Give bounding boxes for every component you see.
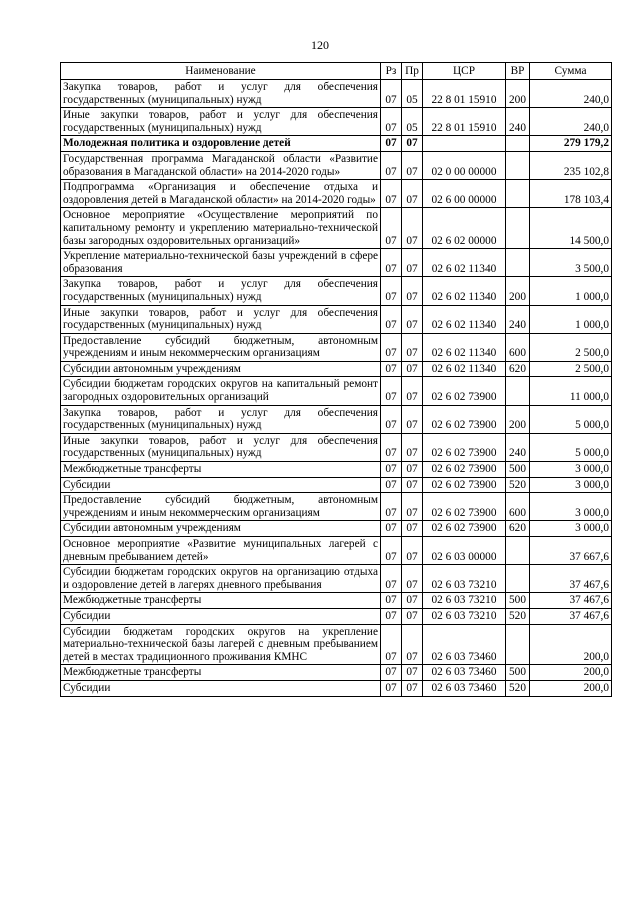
cell-rz: 07 <box>381 477 402 493</box>
cell-vr <box>506 151 530 179</box>
cell-name: Укрепление материально-технической базы учреждений в сфере образования <box>61 249 381 277</box>
table-row <box>61 405 612 433</box>
table-row <box>61 593 612 609</box>
cell-pr: 07 <box>402 333 423 361</box>
cell-name: Субсидии бюджетам городских округов на капитальный ремонт загородных оздоровительных организаций <box>61 377 381 405</box>
cell-rz: 07 <box>381 277 402 305</box>
cell-csr: 02 6 03 73210 <box>423 608 506 624</box>
cell-rz: 07 <box>381 249 402 277</box>
cell-pr: 07 <box>402 361 423 377</box>
cell-sum: 5 000,0 <box>530 433 612 461</box>
cell-vr <box>506 136 530 152</box>
cell-csr: 02 6 02 73900 <box>423 405 506 433</box>
cell-csr: 02 6 00 00000 <box>423 180 506 208</box>
cell-name: Закупка товаров, работ и услуг для обеспечения государственных (муниципальных) нужд <box>61 277 381 305</box>
cell-name: Межбюджетные трансферты <box>61 462 381 478</box>
cell-vr: 620 <box>506 521 530 537</box>
cell-pr: 07 <box>402 477 423 493</box>
cell-sum: 178 103,4 <box>530 180 612 208</box>
table-row <box>61 277 612 305</box>
cell-name: Основное мероприятие «Осуществление мероприятий по капитальному ремонту и укреплению материально-технической базы загородных оздоровительных организаций» <box>61 208 381 249</box>
cell-sum: 14 500,0 <box>530 208 612 249</box>
cell-vr: 500 <box>506 665 530 681</box>
cell-name: Подпрограмма «Организация и обеспечение отдыха и оздоровления детей в Магаданской области» на 2014-2020 годы» <box>61 180 381 208</box>
cell-sum: 200,0 <box>530 680 612 696</box>
cell-pr: 07 <box>402 493 423 521</box>
cell-pr: 07 <box>402 680 423 696</box>
cell-name: Субсидии <box>61 608 381 624</box>
table-row <box>61 108 612 136</box>
cell-sum: 3 000,0 <box>530 493 612 521</box>
cell-sum: 3 000,0 <box>530 477 612 493</box>
cell-pr: 05 <box>402 108 423 136</box>
cell-pr: 07 <box>402 521 423 537</box>
cell-rz: 07 <box>381 361 402 377</box>
cell-csr: 02 6 02 73900 <box>423 493 506 521</box>
cell-rz: 07 <box>381 665 402 681</box>
cell-sum: 37 667,6 <box>530 537 612 565</box>
cell-pr: 07 <box>402 180 423 208</box>
cell-name: Субсидии автономным учреждениям <box>61 361 381 377</box>
cell-name: Закупка товаров, работ и услуг для обеспечения государственных (муниципальных) нужд <box>61 405 381 433</box>
table-row <box>61 624 612 665</box>
cell-pr: 07 <box>402 136 423 152</box>
cell-rz: 07 <box>381 136 402 152</box>
cell-csr: 02 6 03 73210 <box>423 593 506 609</box>
table-row <box>61 361 612 377</box>
cell-rz: 07 <box>381 680 402 696</box>
cell-rz: 07 <box>381 565 402 593</box>
cell-name: Основное мероприятие «Развитие муниципальных лагерей с дневным пребыванием детей» <box>61 537 381 565</box>
cell-sum: 200,0 <box>530 665 612 681</box>
cell-sum: 235 102,8 <box>530 151 612 179</box>
cell-csr: 02 6 02 11340 <box>423 333 506 361</box>
cell-rz: 07 <box>381 305 402 333</box>
cell-name: Межбюджетные трансферты <box>61 665 381 681</box>
cell-name: Предоставление субсидий бюджетным, автономным учреждениям и иным некоммерческим организациям <box>61 493 381 521</box>
cell-sum: 37 467,6 <box>530 608 612 624</box>
cell-pr: 07 <box>402 462 423 478</box>
cell-rz: 07 <box>381 208 402 249</box>
table-row <box>61 537 612 565</box>
table-row <box>61 136 612 152</box>
cell-vr: 520 <box>506 608 530 624</box>
table-row <box>61 377 612 405</box>
cell-csr: 22 8 01 15910 <box>423 80 506 108</box>
table-row <box>61 493 612 521</box>
cell-rz: 07 <box>381 377 402 405</box>
table-row <box>61 521 612 537</box>
cell-name: Иные закупки товаров, работ и услуг для обеспечения государственных (муниципальных) нужд <box>61 108 381 136</box>
table-row <box>61 462 612 478</box>
cell-vr: 600 <box>506 493 530 521</box>
cell-rz: 07 <box>381 151 402 179</box>
cell-pr: 07 <box>402 433 423 461</box>
header-pr: Пр <box>402 63 423 80</box>
cell-vr: 520 <box>506 680 530 696</box>
cell-csr: 02 6 03 73460 <box>423 624 506 665</box>
cell-rz: 07 <box>381 537 402 565</box>
table-row <box>61 151 612 179</box>
cell-csr: 02 6 02 73900 <box>423 521 506 537</box>
cell-pr: 07 <box>402 405 423 433</box>
table-row <box>61 608 612 624</box>
cell-csr: 02 6 02 73900 <box>423 477 506 493</box>
cell-sum: 1 000,0 <box>530 305 612 333</box>
budget-table <box>60 62 612 697</box>
cell-csr: 02 6 02 00000 <box>423 208 506 249</box>
cell-sum: 1 000,0 <box>530 277 612 305</box>
cell-pr: 05 <box>402 80 423 108</box>
cell-name: Иные закупки товаров, работ и услуг для обеспечения государственных (муниципальных) нужд <box>61 305 381 333</box>
cell-csr: 02 6 02 11340 <box>423 277 506 305</box>
cell-pr: 07 <box>402 277 423 305</box>
cell-name: Иные закупки товаров, работ и услуг для обеспечения государственных (муниципальных) нужд <box>61 433 381 461</box>
cell-name: Субсидии <box>61 680 381 696</box>
cell-csr: 02 6 02 73900 <box>423 377 506 405</box>
cell-csr: 02 6 02 73900 <box>423 462 506 478</box>
cell-vr <box>506 537 530 565</box>
cell-pr: 07 <box>402 608 423 624</box>
cell-rz: 07 <box>381 108 402 136</box>
cell-name: Субсидии бюджетам городских округов на организацию отдыха и оздоровление детей в лагерях дневного пребывания <box>61 565 381 593</box>
cell-pr: 07 <box>402 565 423 593</box>
table-row <box>61 80 612 108</box>
cell-vr <box>506 180 530 208</box>
cell-rz: 07 <box>381 80 402 108</box>
cell-csr: 02 6 03 73460 <box>423 680 506 696</box>
table-row <box>61 305 612 333</box>
cell-vr: 520 <box>506 477 530 493</box>
cell-name: Субсидии бюджетам городских округов на укрепление материально-технической базы лагерей с дневным пребыванием детей в местах традиционного проживания КМНС <box>61 624 381 665</box>
header-csr: ЦСР <box>423 63 506 80</box>
cell-name: Молодежная политика и оздоровление детей <box>61 136 381 152</box>
cell-csr: 22 8 01 15910 <box>423 108 506 136</box>
table-row <box>61 249 612 277</box>
table-row <box>61 665 612 681</box>
page-number: 120 <box>311 38 329 52</box>
cell-csr: 02 6 03 73460 <box>423 665 506 681</box>
cell-rz: 07 <box>381 405 402 433</box>
cell-rz: 07 <box>381 462 402 478</box>
cell-rz: 07 <box>381 624 402 665</box>
header-sum: Сумма <box>530 63 612 80</box>
cell-vr <box>506 208 530 249</box>
cell-sum: 2 500,0 <box>530 361 612 377</box>
cell-rz: 07 <box>381 608 402 624</box>
cell-csr <box>423 136 506 152</box>
cell-csr: 02 6 03 00000 <box>423 537 506 565</box>
cell-csr: 02 6 02 11340 <box>423 361 506 377</box>
table-header-row <box>61 63 612 80</box>
cell-name: Субсидии <box>61 477 381 493</box>
cell-pr: 07 <box>402 249 423 277</box>
cell-pr: 07 <box>402 377 423 405</box>
cell-vr: 240 <box>506 433 530 461</box>
cell-sum: 37 467,6 <box>530 565 612 593</box>
cell-pr: 07 <box>402 537 423 565</box>
table-row <box>61 333 612 361</box>
cell-rz: 07 <box>381 493 402 521</box>
cell-sum: 240,0 <box>530 80 612 108</box>
cell-sum: 240,0 <box>530 108 612 136</box>
cell-sum: 37 467,6 <box>530 593 612 609</box>
cell-sum: 279 179,2 <box>530 136 612 152</box>
cell-csr: 02 6 02 11340 <box>423 249 506 277</box>
cell-pr: 07 <box>402 305 423 333</box>
cell-csr: 02 6 02 73900 <box>423 433 506 461</box>
cell-sum: 11 000,0 <box>530 377 612 405</box>
cell-vr: 240 <box>506 108 530 136</box>
cell-name: Закупка товаров, работ и услуг для обеспечения государственных (муниципальных) нужд <box>61 80 381 108</box>
cell-sum: 3 000,0 <box>530 521 612 537</box>
cell-pr: 07 <box>402 208 423 249</box>
cell-rz: 07 <box>381 593 402 609</box>
cell-sum: 5 000,0 <box>530 405 612 433</box>
cell-vr: 200 <box>506 277 530 305</box>
cell-sum: 200,0 <box>530 624 612 665</box>
cell-vr: 240 <box>506 305 530 333</box>
cell-name: Государственная программа Магаданской области «Развитие образования в Магаданской области» на 2014-2020 годы» <box>61 151 381 179</box>
cell-vr: 500 <box>506 462 530 478</box>
cell-vr: 200 <box>506 80 530 108</box>
table-row <box>61 433 612 461</box>
cell-pr: 07 <box>402 624 423 665</box>
cell-vr: 600 <box>506 333 530 361</box>
cell-vr <box>506 565 530 593</box>
cell-pr: 07 <box>402 665 423 681</box>
cell-pr: 07 <box>402 593 423 609</box>
cell-vr <box>506 624 530 665</box>
table-row <box>61 680 612 696</box>
cell-csr: 02 6 03 73210 <box>423 565 506 593</box>
cell-name: Межбюджетные трансферты <box>61 593 381 609</box>
cell-vr: 200 <box>506 405 530 433</box>
cell-rz: 07 <box>381 180 402 208</box>
header-name: Наименование <box>61 63 381 80</box>
cell-vr: 500 <box>506 593 530 609</box>
table-row <box>61 565 612 593</box>
cell-name: Субсидии автономным учреждениям <box>61 521 381 537</box>
cell-vr: 620 <box>506 361 530 377</box>
header-rz: Рз <box>381 63 402 80</box>
cell-sum: 3 000,0 <box>530 462 612 478</box>
cell-csr: 02 6 02 11340 <box>423 305 506 333</box>
cell-name: Предоставление субсидий бюджетным, автономным учреждениям и иным некоммерческим организациям <box>61 333 381 361</box>
cell-vr <box>506 249 530 277</box>
cell-csr: 02 0 00 00000 <box>423 151 506 179</box>
table-row <box>61 208 612 249</box>
cell-rz: 07 <box>381 433 402 461</box>
cell-rz: 07 <box>381 333 402 361</box>
table-row <box>61 180 612 208</box>
cell-sum: 2 500,0 <box>530 333 612 361</box>
cell-rz: 07 <box>381 521 402 537</box>
cell-pr: 07 <box>402 151 423 179</box>
cell-vr <box>506 377 530 405</box>
cell-sum: 3 500,0 <box>530 249 612 277</box>
table-row <box>61 477 612 493</box>
header-vr: ВР <box>506 63 530 80</box>
